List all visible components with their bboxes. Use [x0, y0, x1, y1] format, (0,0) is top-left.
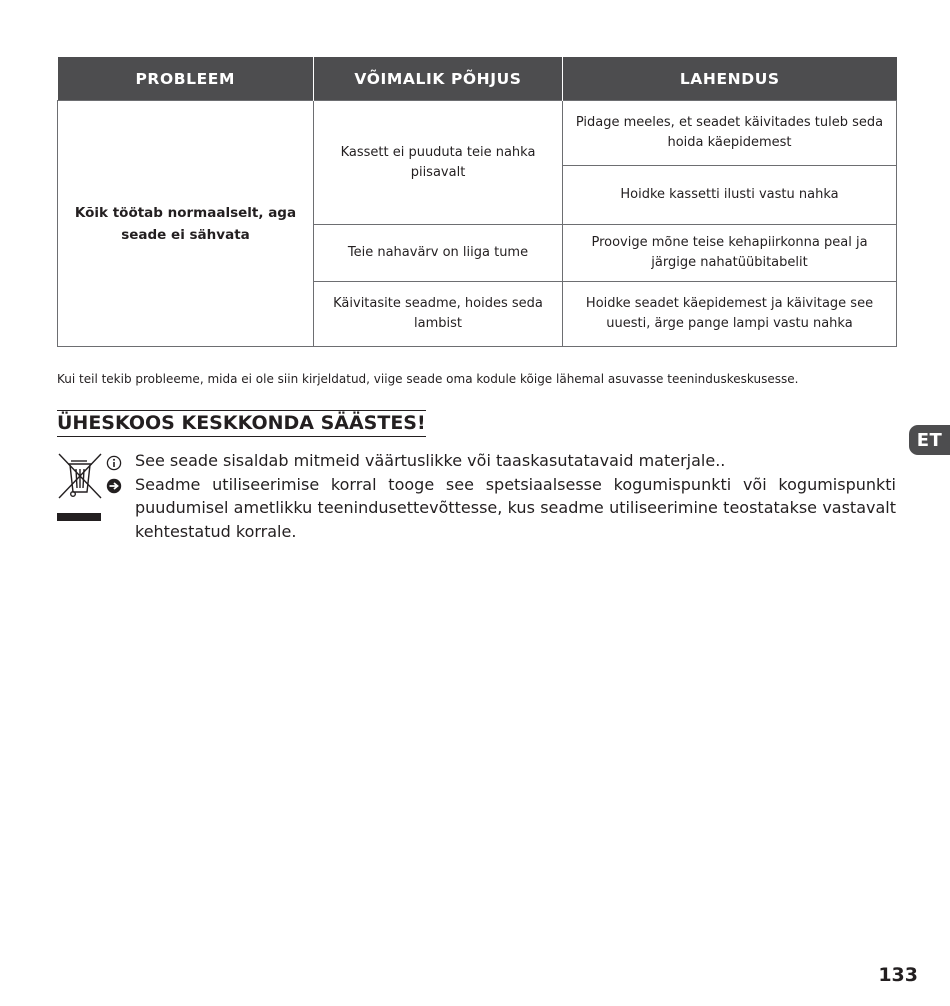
service-note: Kui teil tekib probleeme, mida ei ole siin kirjeldatud, viige seade oma kodule kõige lähemal asuvasse teeninduskeskusesse.	[57, 372, 799, 386]
problem-cell: Kõik töötab normaalselt, aga seade ei sähvata	[58, 101, 314, 347]
cause-cell: Käivitasite seadme, hoides seda lambist	[314, 282, 563, 347]
header-cause: VÕIMALIK PÕHJUS	[314, 57, 563, 101]
solution-cell: Pidage meeles, et seadet käivitades tuleb seda hoida käepidemest	[563, 101, 897, 166]
disposal-line: Seadme utiliseerimise korral tooge see spetsiaalsesse kogumispunkti või kogumispunkti puudumisel ametlikku teenindusettevõttesse, kus seadme utiliseerimine teostatakse vastavalt kehtestatud korrale.	[135, 474, 896, 541]
troubleshooting-table	[57, 57, 897, 347]
header-problem: PROBLEEM	[58, 57, 314, 101]
cause-cell: Kassett ei puuduta teie nahka piisavalt	[314, 101, 563, 225]
crossed-out-wheelie-bin-icon	[57, 452, 103, 522]
environment-text	[135, 449, 896, 543]
solution-cell: Proovige mõne teise kehapiirkonna peal ja järgige nahatüübitabelit	[563, 225, 897, 282]
page-number: 133	[878, 964, 918, 986]
header-solution: LAHENDUS	[563, 57, 897, 101]
arrow-right-icon	[106, 478, 122, 494]
language-badge: ET	[909, 425, 950, 455]
table-header-row	[58, 57, 897, 101]
info-icon	[106, 455, 122, 471]
table-row	[58, 101, 897, 166]
solution-cell: Hoidke kassetti ilusti vastu nahka	[563, 166, 897, 225]
info-line: See seade sisaldab mitmeid väärtuslikke või taaskasutatavaid materjale..	[135, 451, 726, 470]
solution-cell: Hoidke seadet käepidemest ja käivitage see uuesti, ärge pange lampi vastu nahka	[563, 282, 897, 347]
section-title: ÜHESKOOS KESKKONDA SÄÄSTES!	[57, 410, 426, 437]
cause-cell: Teie nahavärv on liiga tume	[314, 225, 563, 282]
